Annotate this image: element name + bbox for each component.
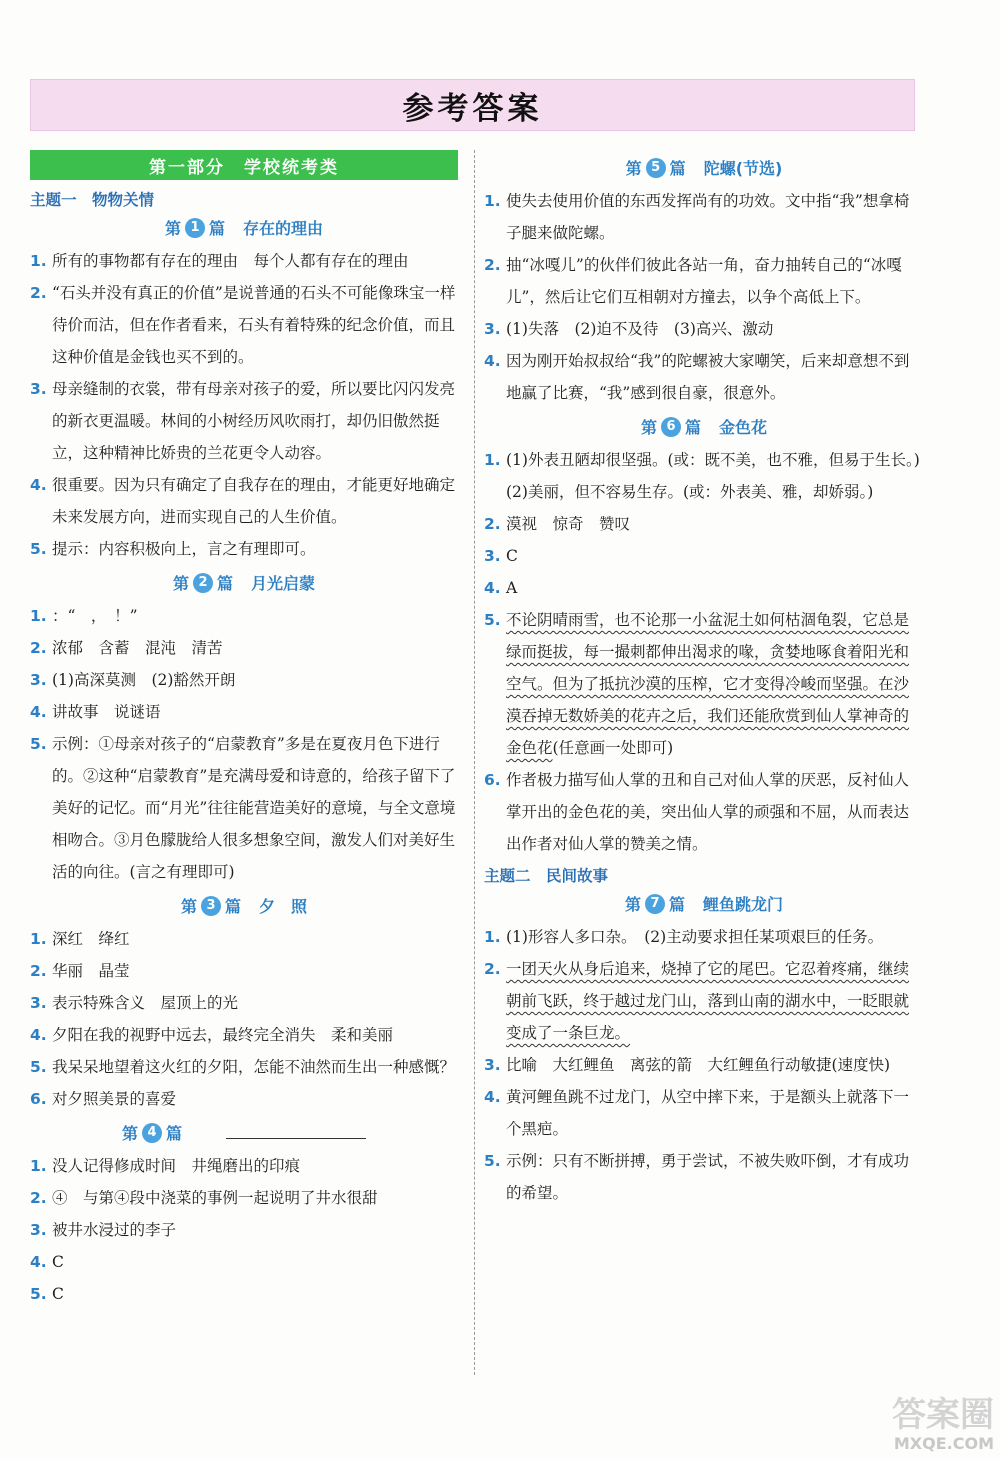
- item-text: 使失去使用价值的东西发挥尚有的功效。文中指“我”想拿椅子腿来做陀螺。: [506, 192, 910, 242]
- answer-item: [30, 632, 458, 664]
- item-number: 1.: [484, 192, 501, 210]
- item-text: 示例：只有不断拼搏，勇于尝试，不被失败吓倒，才有成功的希望。: [506, 1152, 910, 1202]
- section-suffix: 篇: [166, 1124, 183, 1143]
- item-number: 3.: [484, 547, 501, 565]
- left-column: [30, 150, 458, 1310]
- answer-item: [484, 1081, 924, 1145]
- item-number: 2.: [30, 1189, 47, 1207]
- item-text: 讲故事 说谜语: [52, 703, 161, 721]
- item-number: 2.: [30, 284, 47, 302]
- item-text: 比喻 大红鲤鱼 离弦的箭 大红鲤鱼行动敏捷(速度快): [506, 1056, 891, 1074]
- answer-item: [30, 277, 458, 373]
- answer-item: [484, 604, 924, 764]
- answer-item: [484, 953, 924, 1049]
- item-text: 漠视 惊奇 赞叹: [506, 515, 631, 533]
- answer-item: [30, 1246, 458, 1278]
- section-7-items: [484, 1049, 924, 1209]
- theme-heading: 主题一 物物关情: [30, 191, 155, 209]
- answer-item: [30, 533, 458, 565]
- section-name: 陀螺(节选): [703, 159, 783, 178]
- item-number: 1.: [484, 451, 501, 469]
- item-number: 6.: [30, 1090, 47, 1108]
- item-text: 提示：内容积极向上，言之有理即可。: [52, 540, 316, 558]
- item-text: [506, 953, 924, 1049]
- item-text: [506, 604, 924, 764]
- item-text: 对夕照美景的喜爱: [52, 1090, 177, 1108]
- item-number: 3.: [30, 1221, 47, 1239]
- page-title: 参考答案: [402, 90, 543, 127]
- item-number: 5.: [484, 611, 501, 629]
- answer-item: [484, 508, 924, 540]
- item-number: 2.: [30, 962, 47, 980]
- item-text: ：“ ， ！”: [52, 607, 138, 625]
- item-number: 5.: [30, 540, 47, 558]
- section-number-badge: 7: [645, 894, 665, 914]
- answer-item: [30, 923, 458, 955]
- section-prefix: 第: [625, 159, 642, 178]
- item-number: 4.: [30, 1026, 47, 1044]
- answer-item: [30, 469, 458, 533]
- answer-item: [30, 987, 458, 1019]
- section-number-badge: 3: [201, 896, 221, 916]
- answer-item: [30, 696, 458, 728]
- item-text: ④ 与第④段中浇菜的事例一起说明了井水很甜: [52, 1189, 378, 1207]
- answer-item: [484, 540, 924, 572]
- section-number-badge: 6: [661, 417, 681, 437]
- item-number: 4.: [484, 579, 501, 597]
- section-prefix: 第: [180, 897, 197, 916]
- item-text: 黄河鲤鱼跳不过龙门，从空中摔下来，于是额头上就落下一个黑疤。: [506, 1088, 910, 1138]
- item-number: 2.: [30, 639, 47, 657]
- item-text: (1)形容人多口杂。 (2)主动要求担任某项艰巨的任务。: [506, 928, 884, 946]
- answer-item: [30, 1150, 458, 1182]
- answer-item: [30, 1182, 458, 1214]
- item-number: 1.: [484, 928, 501, 946]
- answer-item: [30, 664, 458, 696]
- section-suffix: 篇: [216, 574, 233, 593]
- section-number-badge: 5: [646, 158, 666, 178]
- page-title-band: [30, 79, 915, 131]
- item-number: 2.: [484, 515, 501, 533]
- item-text: (1)外表丑陋却很坚强。(或：既不美，也不雅，但易于生长。) (2)美丽，但不容易生存。(或：外表美、雅，却娇弱。): [506, 451, 936, 501]
- item-number: 5.: [30, 1285, 47, 1303]
- answer-item: [484, 444, 936, 508]
- answer-item: [484, 313, 924, 345]
- answer-item: [30, 955, 458, 987]
- answer-item: [484, 249, 924, 313]
- item-text: 作者极力描写仙人掌的丑和自己对仙人掌的厌恶，反衬仙人掌开出的金色花的美，突出仙人掌的顽强和不屈，从而表达出作者对仙人掌的赞美之情。: [506, 771, 910, 853]
- section-suffix: 篇: [669, 159, 686, 178]
- section-name: 金色花: [719, 418, 768, 437]
- section-name: 存在的理由: [243, 219, 324, 238]
- section-name: 月光启蒙: [251, 574, 316, 593]
- section-name: 鲤鱼跳龙门: [703, 895, 784, 914]
- answer-item: [484, 345, 924, 409]
- section-suffix: 篇: [668, 895, 685, 914]
- answer-item: [30, 245, 458, 277]
- item-text: 华丽 晶莹: [52, 962, 130, 980]
- answer-item: [484, 1049, 924, 1081]
- section-prefix: 第: [121, 1124, 138, 1143]
- section-number-badge: 1: [185, 218, 205, 238]
- item-text: (1)失落 (2)迫不及待 (3)高兴、激动: [506, 320, 774, 338]
- item-number: 3.: [484, 320, 501, 338]
- item-number: 3.: [30, 380, 47, 398]
- item-text: C: [52, 1253, 64, 1271]
- answer-item: [30, 373, 458, 469]
- section-prefix: 第: [624, 895, 641, 914]
- right-column: [484, 150, 936, 1209]
- section-heading: [484, 892, 924, 915]
- item-number: 1.: [30, 607, 47, 625]
- section-number-badge: 4: [142, 1123, 162, 1143]
- item-number: 1.: [30, 252, 47, 270]
- answer-item: [484, 764, 924, 860]
- section-prefix: 第: [640, 418, 657, 437]
- item-text: C: [506, 547, 518, 565]
- answer-item: [30, 1083, 458, 1115]
- title-blank-line: [226, 1126, 366, 1139]
- answer-item: [484, 921, 924, 953]
- watermark-url: MXQE.COM: [893, 1434, 994, 1453]
- section-heading: [30, 571, 458, 594]
- answer-item: [30, 728, 458, 888]
- item-number: 4.: [484, 352, 501, 370]
- section-6: [484, 415, 936, 604]
- section-name: 夕 照: [259, 897, 308, 916]
- item-text: 母亲缝制的衣裳，带有母亲对孩子的爱，所以要比闪闪发亮的新衣更温暖。林间的小树经历风吹雨打，却仍旧傲然挺立，这种精神比娇贵的兰花更令人动容。: [52, 380, 456, 462]
- section-number-badge: 2: [193, 573, 213, 593]
- item-text: 示例：①母亲对孩子的“启蒙教育”多是在夏夜月色下进行的。②这种“启蒙教育”是充满母爱和诗意的，给孩子留下了美好的记忆。而“月光”往往能营造美好的意境，与全文意境相吻合。③月色朦胧给人很多想象空间，激发人们对美好生活的向往。(言之有理即可): [52, 735, 456, 881]
- section-suffix: 篇: [208, 219, 225, 238]
- answer-item: [30, 1051, 458, 1083]
- section-heading: [484, 415, 924, 438]
- answer-item: [30, 1214, 458, 1246]
- answer-item: [30, 600, 458, 632]
- answer-item: [30, 1019, 458, 1051]
- item-number: 4.: [30, 703, 47, 721]
- theme-heading: 主题二 民间故事: [484, 867, 609, 885]
- section-heading: [484, 156, 924, 179]
- part-banner: 第一部分 学校统考类: [30, 150, 458, 180]
- item-number: 5.: [30, 735, 47, 753]
- section-prefix: 第: [172, 574, 189, 593]
- column-divider: [474, 150, 475, 1375]
- item-text: 因为刚开始叔叔给“我”的陀螺被大家嘲笑，后来却意想不到地赢了比赛，“我”感到很自豪，很意外。: [506, 352, 910, 402]
- item-number: 2.: [484, 256, 501, 274]
- item-number: 1.: [30, 1157, 47, 1175]
- section-heading: [30, 216, 458, 239]
- wavy-underlined-text: 一团天火从身后追来，烧掉了它的尾巴。它忍着疼痛，继续朝前飞跃，终于越过龙门山，落到山南的湖水中，一眨眼就变成了一条巨龙。: [506, 960, 910, 1042]
- section-heading: [30, 894, 458, 917]
- item-text: 所有的事物都有存在的理由 每个人都有存在的理由: [52, 252, 409, 270]
- item-number: 5.: [30, 1058, 47, 1076]
- section-prefix: 第: [164, 219, 181, 238]
- item-text: 被井水浸过的李子: [52, 1221, 177, 1239]
- item-text: 浓郁 含蓄 混沌 清苦: [52, 639, 223, 657]
- answer-item: [484, 1145, 924, 1209]
- item-number: 1.: [30, 930, 47, 948]
- item-number: 2.: [484, 960, 501, 978]
- answer-item: [484, 572, 924, 604]
- item-text: 抽“冰嘎儿”的伙伴们彼此各站一角，奋力抽转自己的“冰嘎儿”，然后让它们互相朝对方撞去，以争个高低上下。: [506, 256, 902, 306]
- item-text: (1)高深莫测 (2)豁然开朗: [52, 671, 236, 689]
- left-sections: [30, 216, 458, 1310]
- item-number: 3.: [30, 671, 47, 689]
- item-text: 很重要。因为只有确定了自我存在的理由，才能更好地确定未来发展方向，进而实现自己的人生价值。: [52, 476, 456, 526]
- item-text: 没人记得修成时间 井绳磨出的印痕: [52, 1157, 301, 1175]
- watermark-title: 答案圈: [892, 1395, 994, 1435]
- item-number: 5.: [484, 1152, 501, 1170]
- item-number: 4.: [30, 476, 47, 494]
- item-text: 表示特殊含义 屋顶上的光: [52, 994, 239, 1012]
- section-suffix: 篇: [224, 897, 241, 916]
- item-text: 深红 绛红: [52, 930, 130, 948]
- section-5: [484, 156, 924, 409]
- section-heading: [30, 1121, 458, 1144]
- answer-item: [484, 185, 924, 249]
- item-text: A: [506, 579, 518, 597]
- item-number: 3.: [30, 994, 47, 1012]
- answer-item: [30, 1278, 458, 1310]
- item-number: 4.: [484, 1088, 501, 1106]
- item-text: 我呆呆地望着这火红的夕阳，怎能不油然而生出一种感慨？: [52, 1058, 456, 1076]
- watermark-logo: [892, 1396, 994, 1454]
- item-text: 夕阳在我的视野中远去，最终完全消失 柔和美丽: [52, 1026, 394, 1044]
- item-number: 3.: [484, 1056, 501, 1074]
- section-suffix: 篇: [684, 418, 701, 437]
- wavy-underlined-text: 不论阴晴雨雪，也不论那一小盆泥土如何枯涸龟裂，它总是绿而挺拔，每一撮刺都伸出渴求的喙，贪婪地啄食着阳光和空气。但为了抵抗沙漠的压榨，它才变得冷峻而坚强。在沙漠吞掉无数娇美的花卉之后，我们还能欣赏到仙人掌神奇的金色花: [506, 611, 910, 757]
- item-text: C: [52, 1285, 64, 1303]
- item-number: 4.: [30, 1253, 47, 1271]
- item-note: (任意画一处即可): [552, 739, 674, 757]
- item-text: “石头并没有真正的价值”是说普通的石头不可能像珠宝一样待价而沽，但在作者看来，石头有着特殊的纪念价值，而且这种价值是金钱也买不到的。: [52, 284, 456, 366]
- item-number: 6.: [484, 771, 501, 789]
